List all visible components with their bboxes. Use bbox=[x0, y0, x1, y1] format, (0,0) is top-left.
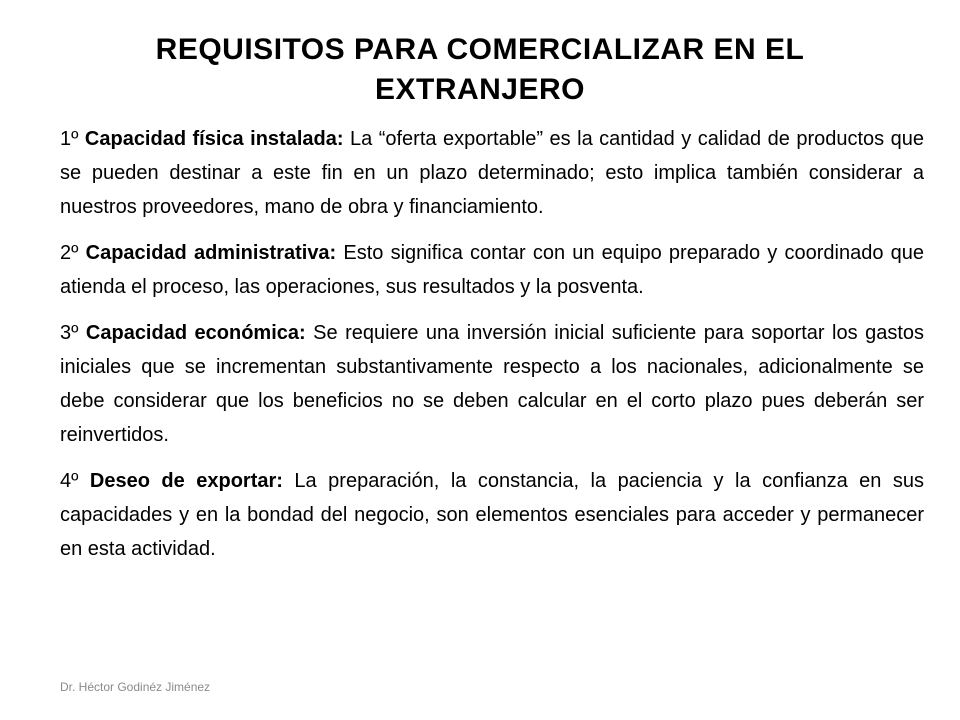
requirement-heading: Deseo de exportar: bbox=[89, 470, 283, 492]
requirement-paragraph-4 bbox=[60, 464, 924, 566]
slide-title: REQUISITOS PARA COMERCIALIZAR EN EL EXTRANJERO bbox=[155, 33, 805, 106]
requirement-text: La “oferta exportable” es la cantidad y calidad de productos que se pueden destinar a este fin en un plazo determinado; esto implica también considerar a nuestros proveedores, mano de obra y financiamiento. bbox=[60, 128, 924, 218]
requirement-paragraph-2 bbox=[60, 236, 924, 304]
slide-body bbox=[60, 122, 924, 578]
requirement-text: Se requiere una inversión inicial suficiente para soportar los gastos iniciales que se incrementan substantivamente respecto a los nacionales, adicionalmente se debe considerar que los beneficios no se deben calcular en el corto plazo pues deberán ser reinvertidos. bbox=[60, 322, 925, 446]
author-footer: Dr. Héctor Godinéz Jiménez bbox=[60, 680, 211, 694]
requirement-number: 1º bbox=[60, 128, 85, 150]
requirement-heading: Capacidad administrativa: bbox=[85, 242, 337, 264]
requirement-text: Esto significa contar con un equipo preparado y coordinado que atienda el proceso, las operaciones, sus resultados y la posventa. bbox=[60, 242, 925, 298]
requirement-heading: Capacidad física instalada: bbox=[84, 128, 344, 150]
requirement-heading: Capacidad económica: bbox=[85, 322, 306, 344]
requirement-number: 4º bbox=[60, 470, 90, 492]
requirement-paragraph-3 bbox=[60, 316, 924, 452]
requirement-number: 3º bbox=[60, 322, 86, 344]
requirement-text: La preparación, la constancia, la paciencia y la confianza en sus capacidades y en la bondad del negocio, son elementos esenciales para acceder y permanecer en esta actividad. bbox=[60, 470, 925, 560]
requirement-paragraph-1 bbox=[60, 122, 924, 224]
requirement-number: 2º bbox=[60, 242, 86, 264]
